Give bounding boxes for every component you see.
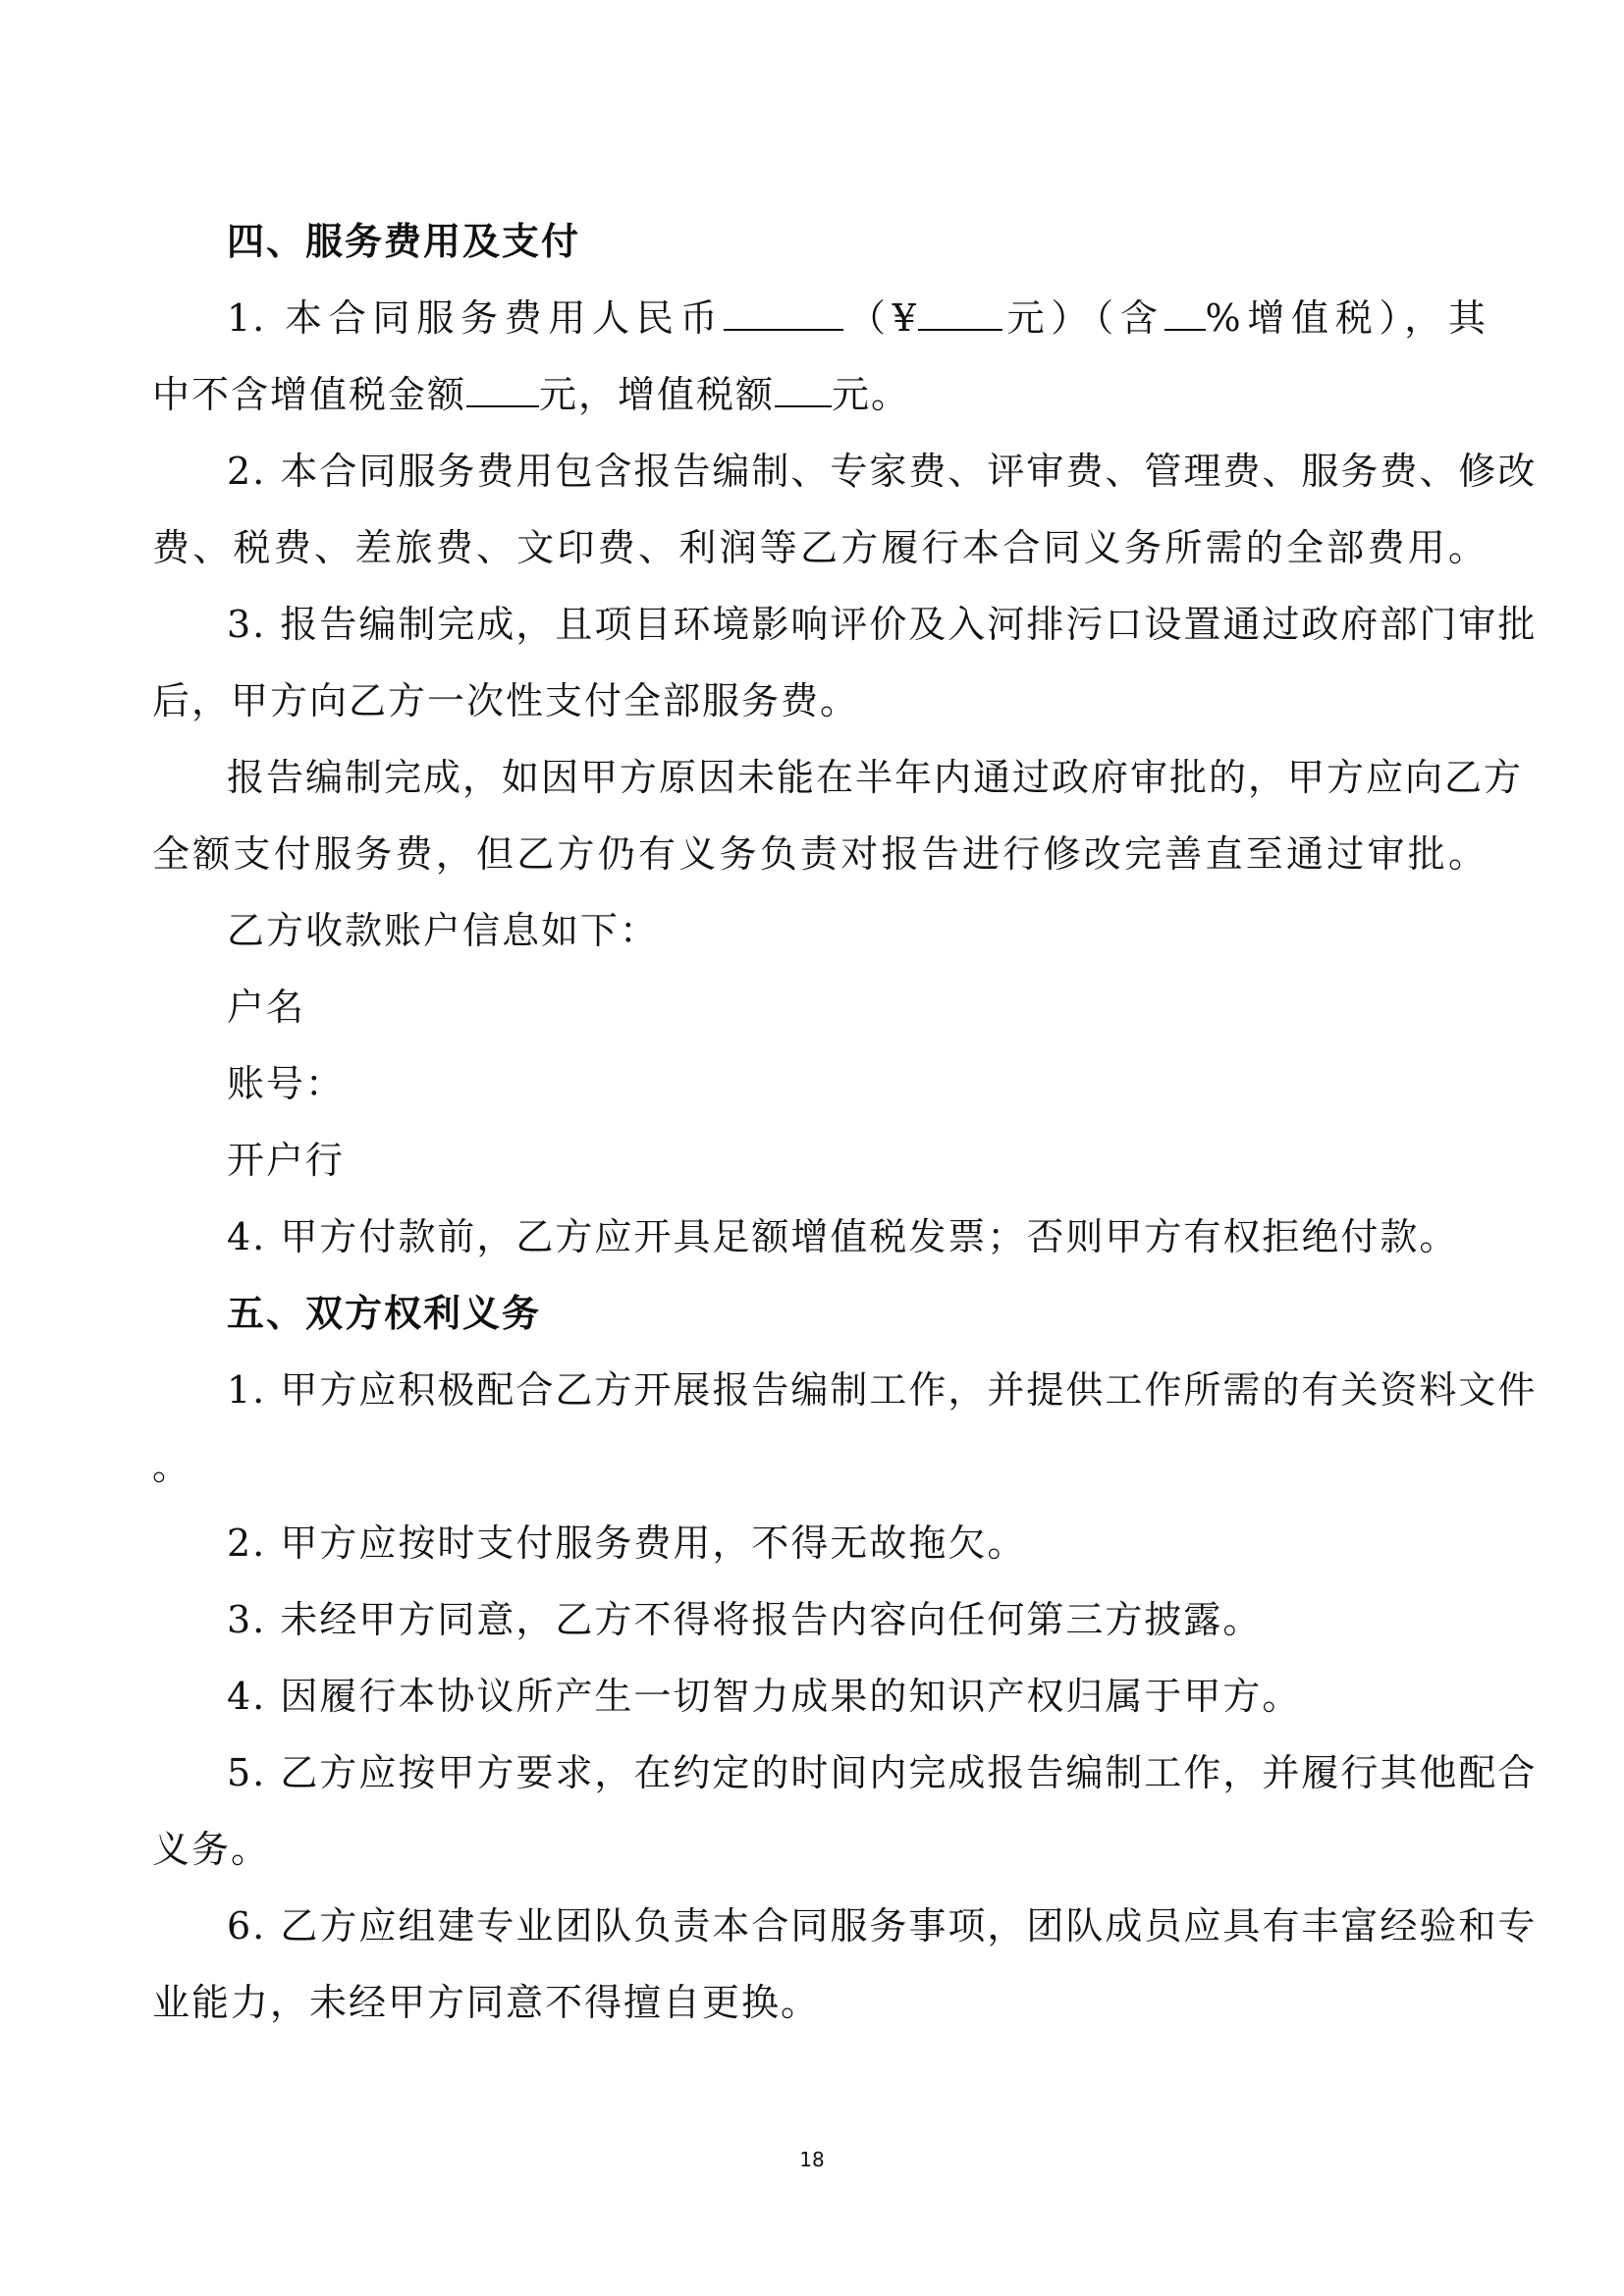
fee-text-1: 1. 本合同服务费用人民币 [227,296,725,340]
fee-text-2: （¥ [843,296,918,340]
pretax-amount-blank [466,368,539,407]
section-4-item-2-line-1: 2. 本合同服务费用包含报告编制、专家费、评审费、管理费、服务费、修改 [227,450,1538,493]
section-5-item-6-line-1: 6. 乙方应组建专业团队负责本合同服务事项，团队成员应具有丰富经验和专 [227,1904,1538,1948]
section-4-heading: 四、服务费用及支付 [227,219,581,263]
section-5-item-1-line-1: 1. 甲方应积极配合乙方开展报告编制工作，并提供工作所需的有关资料文件 [227,1368,1538,1412]
tax-text-3: 元。 [832,373,911,416]
section-4-item-3-line-1: 3. 报告编制完成，且项目环境影响评价及入河排污口设置通过政府部门审批 [227,603,1538,646]
fee-amount-blank [724,292,843,331]
section-5-item-2: 2. 甲方应按时支付服务费用，不得无故拖欠。 [227,1522,1027,1565]
section-4-item-4: 4. 甲方付款前，乙方应开具足额增值税发票；否则甲方有权拒绝付款。 [227,1215,1459,1258]
section-5-item-5-line-2: 义务。 [152,1828,271,1871]
section-4-item-2-line-2: 费、税费、差旅费、文印费、利润等乙方履行本合同义务所需的全部费用。 [152,526,1488,569]
section-4-note-line-1: 报告编制完成，如因甲方原因未能在半年内通过政府审批的，甲方应向乙方 [227,756,1524,799]
section-5-item-3: 3. 未经甲方同意，乙方不得将报告内容向任何第三方披露。 [227,1598,1263,1641]
tax-text-1: 中不含增值税金额 [152,373,467,416]
section-5-item-5-line-1: 5. 乙方应按甲方要求，在约定的时间内完成报告编制工作，并履行其他配合 [227,1751,1538,1794]
section-5-item-4: 4. 因履行本协议所产生一切智力成果的知识产权归属于甲方。 [227,1675,1302,1718]
fee-yuan-blank [918,292,1002,331]
section-5-heading: 五、双方权利义务 [227,1291,542,1335]
page-number: 18 [799,2148,825,2171]
account-intro: 乙方收款账户信息如下： [227,909,660,952]
section-4-item-3-line-2: 后，甲方向乙方一次性支付全部服务费。 [152,679,860,722]
section-5-item-6-line-2: 业能力，未经甲方同意不得擅自更换。 [152,1981,821,2024]
account-bank-label: 开户行 [227,1139,346,1182]
fee-text-3: 元）（含 [1001,296,1164,340]
account-name-label: 户名 [227,986,306,1029]
section-4-note-line-2: 全额支付服务费，但乙方仍有义务负责对报告进行修改完善直至通过审批。 [152,832,1488,876]
tax-text-2: 元，增值税额 [539,373,776,416]
tax-amount-blank [775,368,832,407]
tax-rate-blank [1164,292,1206,331]
fee-text-4: %增值税），其 [1205,296,1488,340]
account-number-label: 账号： [227,1062,346,1105]
section-4-item-1-line-2 [152,367,910,422]
section-5-item-1-line-2: 。 [152,1445,192,1488]
section-4-item-1-line-1 [227,291,1488,346]
